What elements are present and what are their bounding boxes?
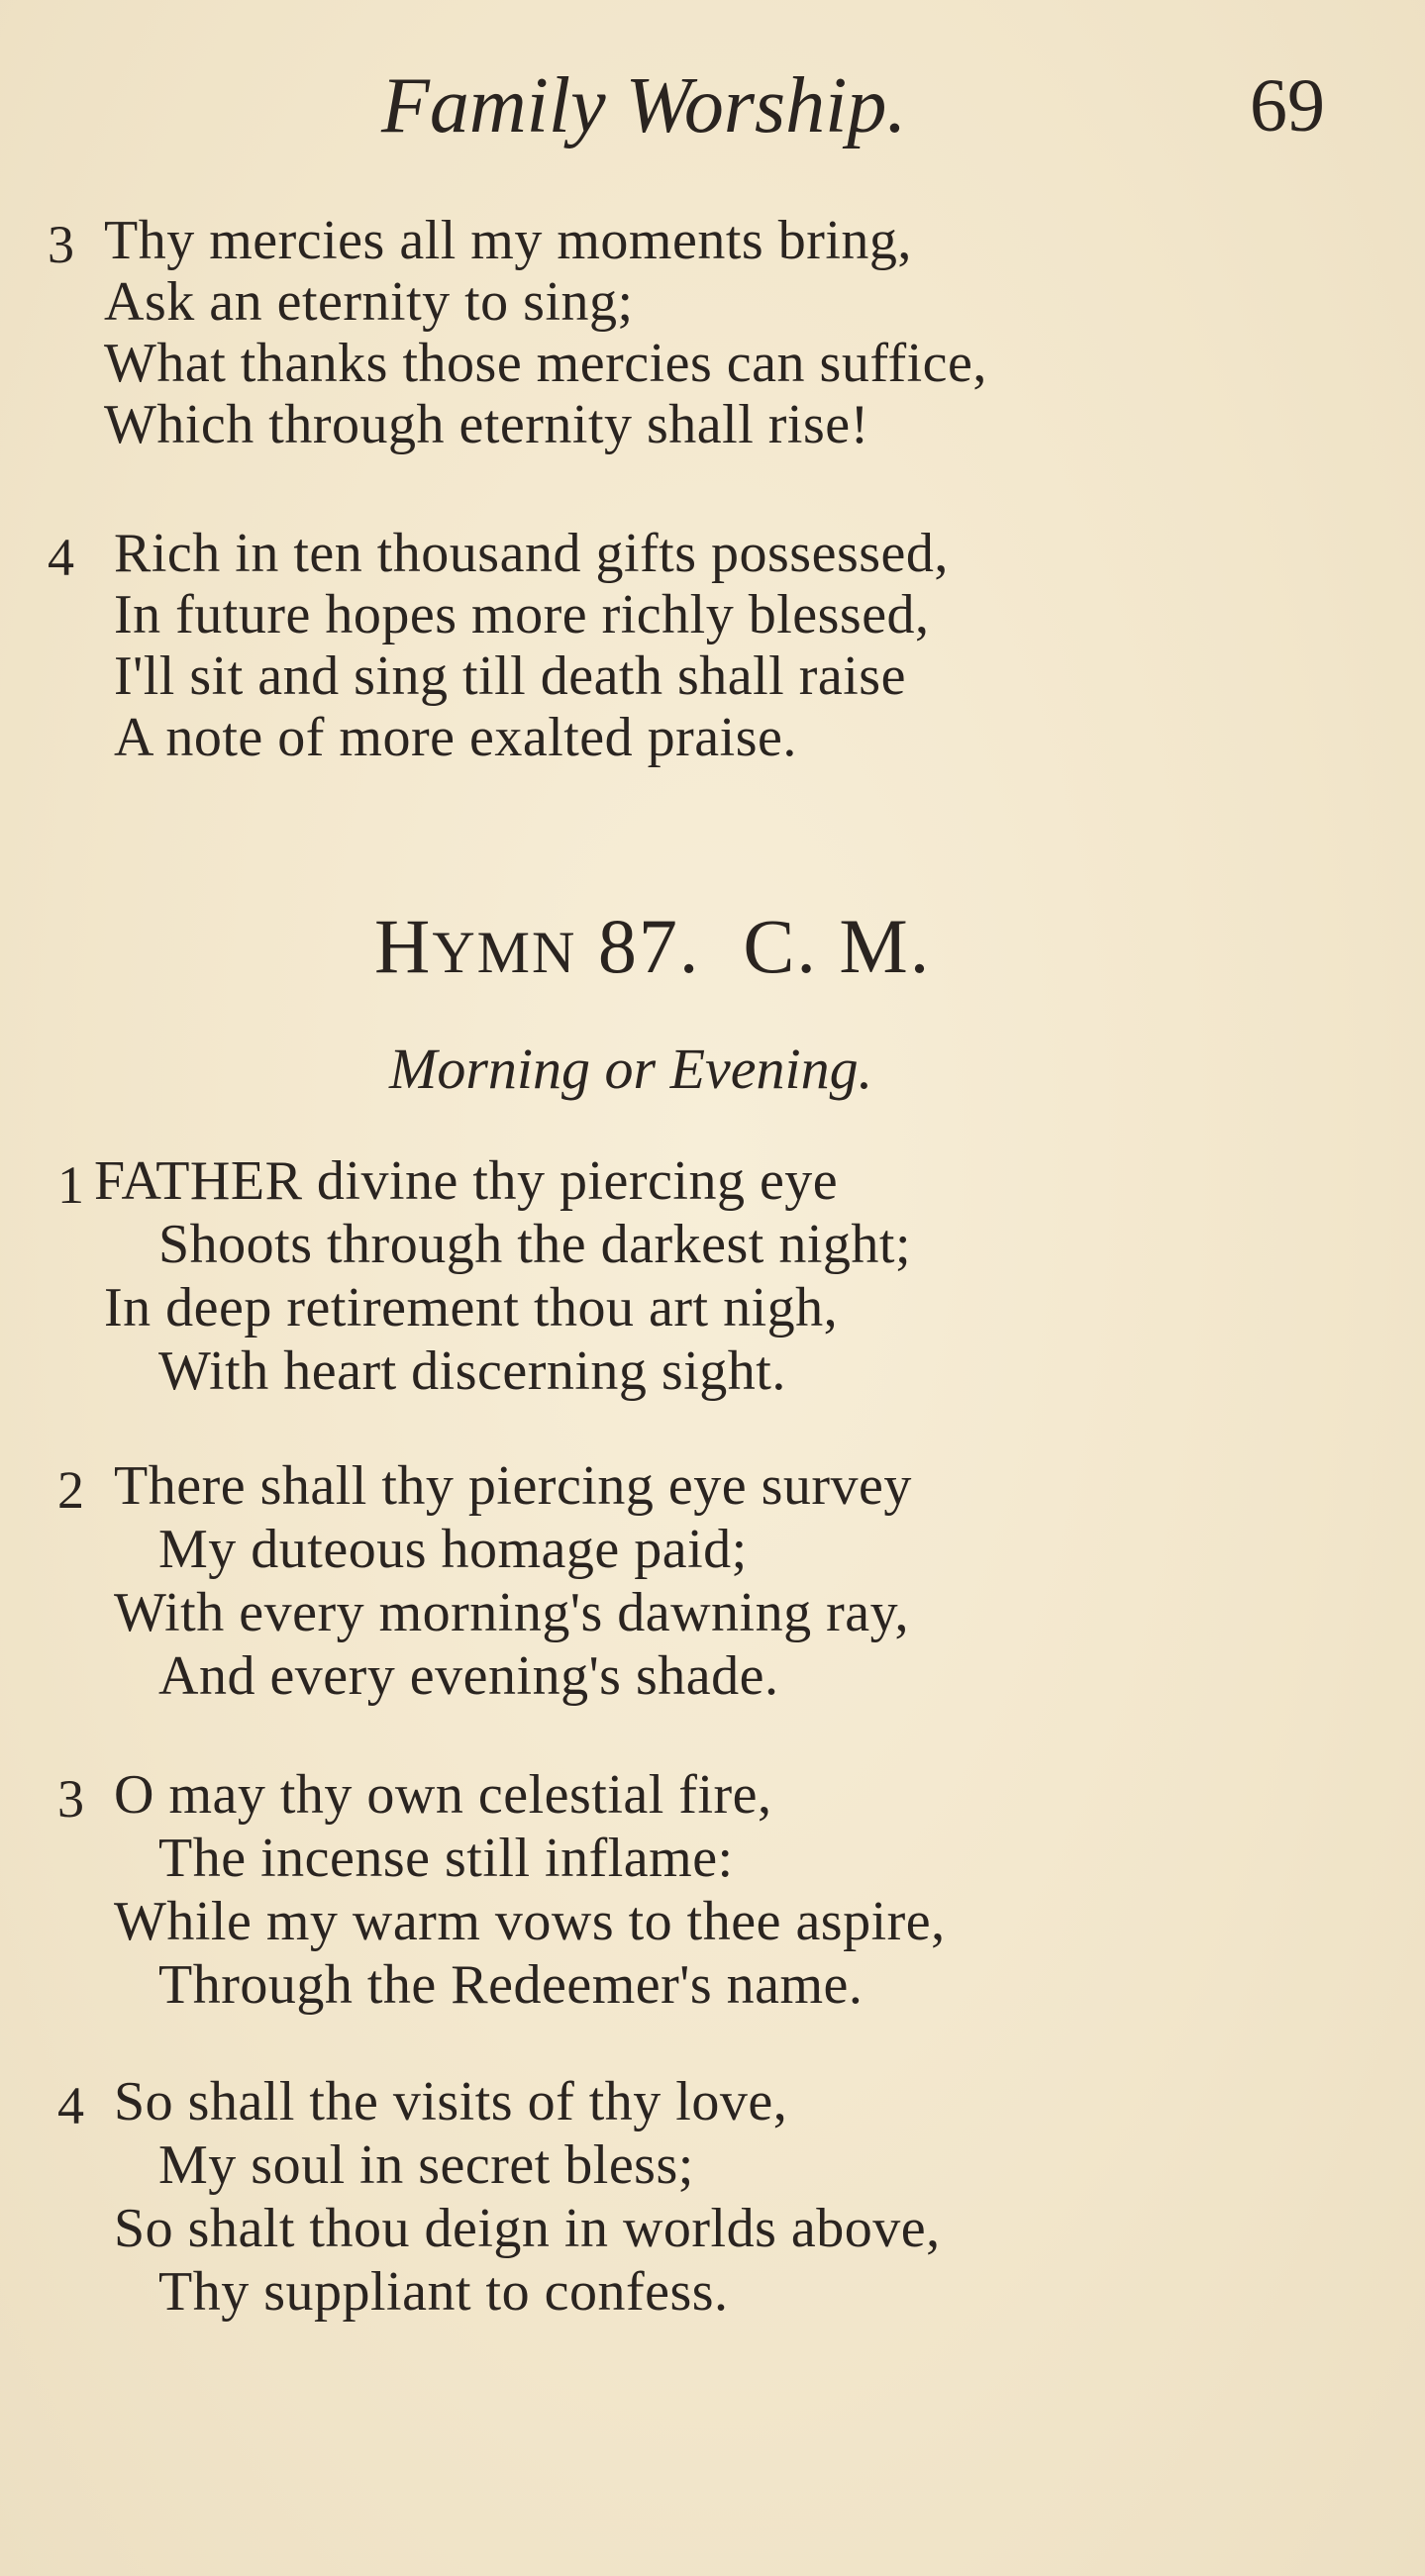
verse-line: O may thy own celestial fire, (114, 1764, 772, 1826)
verse-line: FATHER divine thy piercing eye (94, 1150, 839, 1212)
stanza-number: 3 (48, 215, 74, 274)
verse-line: So shall the visits of thy love, (114, 2071, 788, 2132)
verse-line: Shoots through the darkest night; (158, 1214, 912, 1275)
verse-line: There shall thy piercing eye survey (114, 1455, 912, 1517)
verse-line: So shalt thou deign in worlds above, (114, 2198, 941, 2259)
verse-line: While my warm vows to thee aspire, (114, 1891, 946, 1952)
stanza-number: 1 (57, 1155, 84, 1215)
verse-line: In future hopes more richly blessed, (114, 584, 930, 645)
running-title: Family Worship. (381, 62, 907, 149)
verse-line: I'll sit and sing till death shall raise (114, 645, 906, 707)
verse-line: Ask an eternity to sing; (104, 271, 634, 333)
stanza-number: 3 (57, 1769, 84, 1829)
stanza-number: 2 (57, 1460, 84, 1520)
verse-line: Thy mercies all my moments bring, (104, 210, 912, 271)
hymn-subtitle: Morning or Evening. (389, 1037, 873, 1101)
verse-line: With heart discerning sight. (158, 1340, 786, 1402)
stanza-number: 4 (57, 2076, 84, 2135)
stanza-number: 4 (48, 528, 74, 587)
verse-line: Thy suppliant to confess. (158, 2261, 729, 2323)
verse-line: In deep retirement thou art nigh, (104, 1277, 839, 1338)
verse-line: A note of more exalted praise. (114, 707, 797, 768)
verse-line: Through the Redeemer's name. (158, 1954, 864, 2016)
verse-line: The incense still inflame: (158, 1828, 734, 1889)
hymn-title-rest: YMN (432, 920, 577, 985)
hymn-title-initial: H (374, 903, 433, 989)
verse-line: With every morning's dawning ray, (114, 1582, 909, 1643)
verse-line: And every evening's shade. (158, 1645, 779, 1707)
verse-line: My duteous homage paid; (158, 1519, 748, 1580)
verse-line: Rich in ten thousand gifts possessed, (114, 523, 949, 584)
verse-line: My soul in secret bless; (158, 2134, 694, 2196)
hymn-title (374, 897, 931, 1002)
hymn-title-suffix: 87. C. M. (576, 903, 932, 989)
verse-line: What thanks those mercies can suffice, (104, 333, 987, 394)
page-number: 69 (1250, 64, 1325, 148)
verse-line: Which through eternity shall rise! (104, 394, 869, 455)
running-head (0, 51, 1425, 160)
